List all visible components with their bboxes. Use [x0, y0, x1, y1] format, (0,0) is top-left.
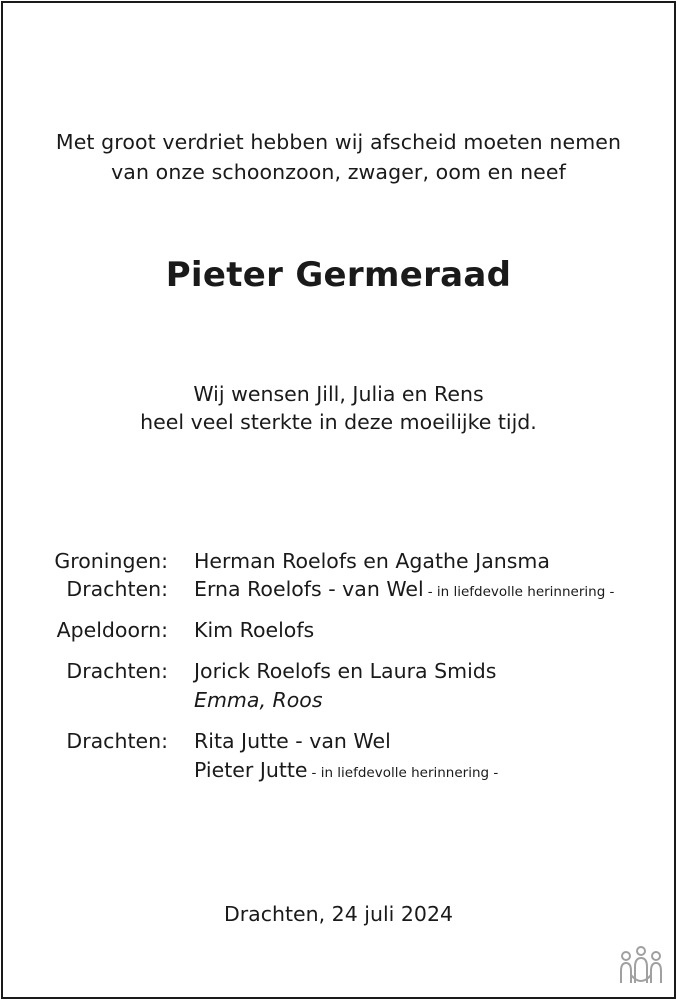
relative-place: Apeldoorn:: [56, 618, 168, 642]
wish-line-2: heel veel sterkte in deze moeilijke tijd.: [140, 410, 537, 434]
relative-name-text: Herman Roelofs en Agathe Jansma: [194, 549, 550, 573]
relative-name-text: Erna Roelofs - van Wel: [194, 577, 424, 601]
relative-name: [194, 618, 314, 642]
relative-name: [194, 729, 391, 753]
relative-place: Drachten:: [66, 659, 168, 683]
relative-children: [194, 688, 323, 712]
relative-name-text: Pieter Jutte: [194, 758, 308, 782]
relative-name-text: Jorick Roelofs en Laura Smids: [194, 659, 497, 683]
relative-name: [194, 758, 498, 782]
relative-name: [194, 659, 496, 683]
remembrance-note: - in liefdevolle herinnering -: [311, 765, 499, 781]
deceased-name: Pieter Germeraad: [165, 255, 512, 295]
relative-place: Drachten:: [66, 577, 168, 601]
intro-line-2: van onze schoonzoon, zwager, oom en neef: [111, 160, 566, 184]
wish-line-1: Wij wensen Jill, Julia en Rens: [193, 382, 484, 406]
relative-name-text: Kim Roelofs: [194, 618, 315, 642]
intro-line-1: Met groot verdriet hebben wij afscheid moeten nemen: [55, 130, 622, 154]
people-group-logo-icon: [618, 945, 664, 985]
relative-place: Groningen:: [54, 549, 168, 573]
relative-name: [194, 577, 614, 601]
place-and-date: Drachten, 24 juli 2024: [223, 902, 454, 926]
remembrance-note: - in liefdevolle herinnering -: [427, 584, 615, 600]
relative-name: [194, 549, 550, 573]
relative-children-text: Emma, Roos: [194, 688, 323, 712]
relative-place: Drachten:: [66, 729, 168, 753]
relative-name-text: Rita Jutte - van Wel: [194, 729, 391, 753]
